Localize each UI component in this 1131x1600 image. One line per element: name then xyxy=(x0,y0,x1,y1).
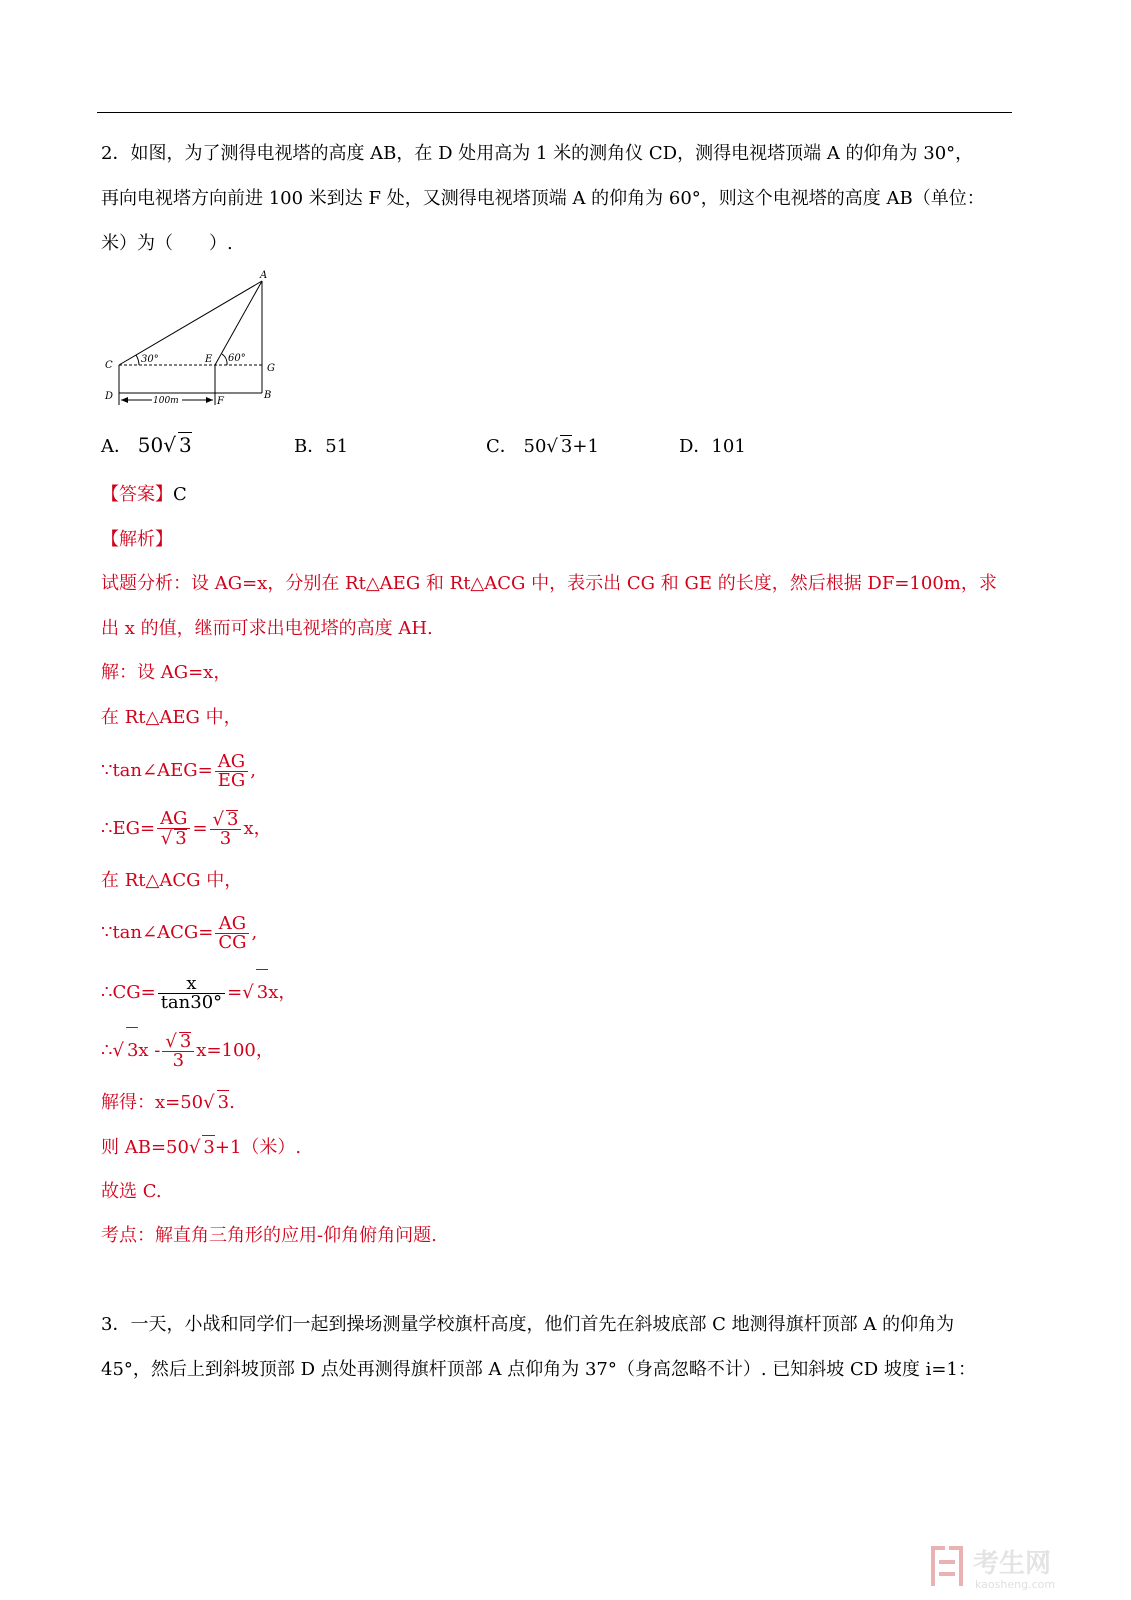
s9-denominator: tan30° xyxy=(160,991,223,1013)
s6-denominator-2: 3 xyxy=(219,828,232,849)
solution-s10: ∴√ 3x - $\frac{√ 3}{3}$ x=100， xyxy=(101,1027,274,1073)
s9-numerator: x xyxy=(158,975,225,994)
solution-s4: 在 Rt△AEG 中， xyxy=(101,707,242,728)
label-a: A xyxy=(260,270,268,281)
s10-prefix: ∴ xyxy=(101,1040,113,1061)
label-g: G xyxy=(267,363,275,374)
option-a-coef: 50 xyxy=(137,433,164,457)
q3-line2: 45°，然后上到斜坡顶部 D 点处再测得旗杆顶部 A 点仰角为 37°（身高忽略不计）. 已知斜坡 CD 坡度 i=1： xyxy=(101,1359,976,1380)
s11-prefix: 解得：x=50 xyxy=(101,1092,204,1113)
label-c: C xyxy=(105,360,113,371)
s6-suffix: x， xyxy=(243,818,272,839)
watermark-logo xyxy=(929,1542,1089,1592)
answer-value: C xyxy=(173,484,187,505)
s10-middle: x - xyxy=(138,1040,161,1061)
watermark-mark-icon xyxy=(931,1546,963,1586)
s5-suffix: , xyxy=(250,760,256,781)
watermark-text-en: kaosheng.com xyxy=(975,1578,1056,1591)
s11-radicand: 3 xyxy=(217,1092,230,1113)
q3-line1: 3．一天，小战和同学们一起到操场测量学校旗杆高度，他们首先在斜坡底部 C 地测得旗杆顶部 A 的仰角为 xyxy=(101,1314,955,1335)
angle-60-label: 60° xyxy=(228,353,246,364)
label-b: B xyxy=(264,390,272,401)
option-c: C． 50√ 3+1 xyxy=(486,436,599,457)
solution-s5 xyxy=(101,748,256,794)
solution-s14: 考点：解直角三角形的应用-仰角俯角问题. xyxy=(101,1225,437,1246)
option-c-coef: 50 xyxy=(523,436,547,457)
s5-denominator: EG xyxy=(217,769,246,791)
s8-numerator: AG xyxy=(215,915,249,934)
solution-s9: ∴CG= $\frac{x}{\tan 30^\circ}$ =√ 3x， xyxy=(101,969,296,1015)
distance-label: 100m xyxy=(153,396,179,406)
angle-30-label: 30° xyxy=(141,354,159,365)
s9-equals: = xyxy=(227,982,243,1003)
answer-bracket: 【答案】 xyxy=(101,484,173,505)
s6-equals: = xyxy=(192,818,208,839)
solution-s13: 故选 C. xyxy=(101,1181,162,1202)
solution-s8 xyxy=(101,910,257,956)
arc-30 xyxy=(136,355,139,365)
s6-denominator-1: 3 xyxy=(175,828,187,849)
s12-radicand: 3 xyxy=(203,1137,215,1158)
s5-numerator: AG xyxy=(215,753,249,772)
label-f: F xyxy=(217,396,224,407)
s5-prefix: ∵tan∠AEG= xyxy=(101,760,213,781)
option-d: D．101 xyxy=(679,436,746,457)
option-c-radicand: 3 xyxy=(560,436,573,457)
s8-prefix: ∵tan∠ACG= xyxy=(101,922,214,943)
s8-denominator: CG xyxy=(218,931,247,953)
s12-prefix: 则 AB=50 xyxy=(101,1137,189,1158)
option-b: B．51 xyxy=(294,436,349,457)
s6-prefix: ∴EG= xyxy=(101,818,156,839)
tower-diagram xyxy=(97,268,282,410)
label-d: D xyxy=(105,391,114,402)
solution-s1: 试题分析：设 AG=x，分别在 Rt△AEG 和 Rt△ACG 中，表示出 CG 和 GE 的长度，然后根据 DF=100m，求 xyxy=(101,573,997,594)
arrow-right xyxy=(206,397,213,403)
s9-radicand: 3 xyxy=(256,969,268,1016)
s10-numerator: 3 xyxy=(179,1031,192,1052)
option-c-tail: +1 xyxy=(572,436,599,457)
label-e: E xyxy=(205,354,213,365)
solution-s11: 解得：x=50√ 3. xyxy=(101,1092,235,1113)
option-a: A． 50√ 3 xyxy=(101,433,192,457)
watermark-text-cn: 考生网 xyxy=(973,1549,1052,1579)
arc-60 xyxy=(222,354,227,365)
s10-suffix: x=100， xyxy=(196,1040,274,1061)
s9-prefix: ∴CG= xyxy=(101,982,156,1003)
s10-denominator: 3 xyxy=(172,1050,185,1071)
solution-s7: 在 Rt△ACG 中， xyxy=(101,870,243,891)
s6-numerator-1: AG xyxy=(157,810,190,829)
option-a-radicand: 3 xyxy=(178,433,192,457)
s8-suffix: , xyxy=(251,922,258,943)
solution-s3: 解：设 AG=x， xyxy=(101,662,232,683)
solution-s12: 则 AB=50√ 3+1（米）. xyxy=(101,1137,302,1158)
q2-line2: 再向电视塔方向前进 100 米到达 F 处，又测得电视塔顶端 A 的仰角为 60°，则这个电视塔的高度 AB（单位： xyxy=(101,188,985,209)
header-rule xyxy=(97,112,1012,113)
solution-s6: ∴EG= $\frac{AG}{√ 3}$ = $\frac{√ 3}{3}$ x， xyxy=(101,808,272,849)
q2-line3: 米）为（ ）. xyxy=(101,233,233,254)
analysis-heading: 【解析】 xyxy=(101,529,173,550)
s9-suffix: x， xyxy=(268,982,297,1003)
arrow-left xyxy=(121,397,128,403)
s11-suffix: . xyxy=(229,1092,235,1113)
q2-line1: 2．如图，为了测得电视塔的高度 AB，在 D 处用高为 1 米的测角仪 CD，测得电视塔顶端 A 的仰角为 30°， xyxy=(101,143,974,164)
solution-s2: 出 x 的值，继而可求出电视塔的高度 AH. xyxy=(101,618,433,639)
s12-suffix: +1（米）. xyxy=(214,1137,302,1158)
s6-numerator-2: 3 xyxy=(227,809,239,830)
answer-line xyxy=(101,483,187,507)
option-a-label: A． xyxy=(101,436,132,457)
s10-radicand: 3 xyxy=(126,1027,138,1074)
option-c-label: C． xyxy=(486,436,518,457)
